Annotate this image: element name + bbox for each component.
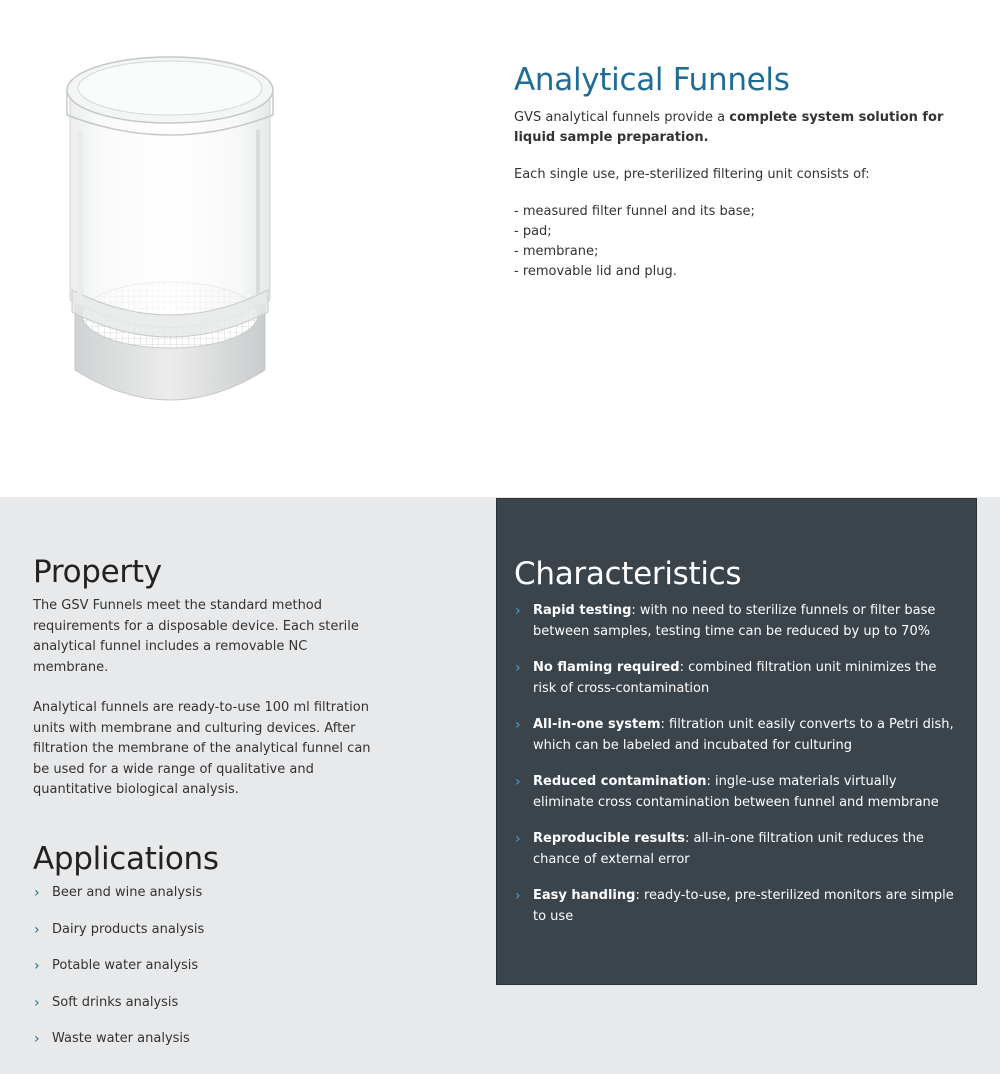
characteristic-name: Rapid testing: [533, 603, 632, 618]
component-item: - pad;: [514, 224, 552, 239]
product-header-section: [0, 0, 1000, 497]
details-section: [0, 497, 1000, 1074]
characteristic-text: : ready-to-use, pre-sterilized monitors are simple to use: [533, 888, 954, 924]
intro-description: [514, 108, 964, 148]
chevron-right-icon: ›: [34, 994, 40, 1011]
application-label: Dairy products analysis: [52, 921, 205, 937]
chevron-right-icon: ›: [515, 717, 521, 733]
characteristic-item: [514, 772, 954, 813]
application-item: [33, 956, 383, 976]
characteristic-name: Reproducible results: [533, 831, 685, 846]
characteristics-list: [514, 601, 954, 943]
characteristics-panel: [496, 498, 977, 985]
characteristic-name: Reduced contamination: [533, 774, 707, 789]
application-label: Beer and wine analysis: [52, 885, 203, 900]
analytical-funnel-image: [50, 50, 290, 415]
application-item: [33, 920, 383, 940]
applications-list: [33, 883, 383, 1049]
characteristic-text: : filtration unit easily converts to a Petri dish, which can be labeled and incubated for culturing: [533, 717, 954, 753]
characteristic-item: [514, 658, 954, 699]
page-title: Analytical Funnels: [514, 62, 790, 98]
characteristic-text: : ingle-use materials virtually eliminate cross contamination between funnel and membrane: [533, 774, 939, 810]
characteristic-name: No flaming required: [533, 660, 680, 675]
application-item: [33, 1029, 383, 1049]
characteristic-text: : combined filtration unit minimizes the risk of cross-contamination: [533, 660, 937, 696]
characteristic-item: [514, 886, 954, 927]
components-list: [514, 202, 964, 282]
intro-description-emphasis: complete system solution for liquid sample preparation.: [514, 110, 944, 145]
property-paragraph: The GSV Funnels meet the standard method requirements for a disposable device. Each sterile analytical funnel includes a removable NC membrane.: [33, 598, 359, 675]
characteristic-item: [514, 829, 954, 870]
component-item: - removable lid and plug.: [514, 264, 677, 279]
characteristic-item: [514, 715, 954, 756]
chevron-right-icon: ›: [34, 1031, 40, 1047]
chevron-right-icon: ›: [34, 885, 40, 901]
chevron-right-icon: ›: [515, 831, 521, 847]
applications-block: [33, 841, 383, 1066]
chevron-right-icon: ›: [34, 958, 40, 974]
intro-block: [514, 62, 964, 282]
application-item: [33, 883, 383, 903]
property-title: Property: [33, 554, 162, 590]
property-block: [33, 554, 383, 821]
application-item: [33, 993, 383, 1013]
chevron-right-icon: ›: [515, 603, 521, 619]
applications-title: Applications: [33, 841, 219, 877]
characteristic-name: All-in-one system: [533, 717, 661, 732]
characteristic-name: Easy handling: [533, 888, 636, 903]
application-label: Soft drinks analysis: [52, 994, 179, 1010]
characteristics-title: Characteristics: [514, 556, 742, 592]
component-item: - measured filter funnel and its base;: [514, 204, 755, 219]
characteristic-item: [514, 601, 954, 642]
chevron-right-icon: ›: [34, 921, 40, 938]
application-label: Waste water analysis: [52, 1031, 190, 1046]
chevron-right-icon: ›: [515, 660, 521, 676]
property-paragraph: Analytical funnels are ready-to-use 100 ml filtration units with membrane and culturing devices. After filtration the membrane of the analytical funnel can be used for a wide range of qualitative and quantitative biological analysis.: [33, 700, 371, 797]
characteristic-text: : all-in-one filtration unit reduces the chance of external error: [533, 831, 924, 867]
application-label: Potable water analysis: [52, 958, 199, 973]
component-item: - membrane;: [514, 244, 599, 259]
characteristic-text: : with no need to sterilize funnels or filter base between samples, testing time can be reduced by up to 70%: [533, 603, 936, 639]
chevron-right-icon: ›: [515, 774, 521, 790]
chevron-right-icon: ›: [515, 888, 521, 904]
intro-description-text: GVS analytical funnels provide a: [514, 110, 730, 125]
components-subtitle: Each single use, pre-sterilized filtering unit consists of:: [514, 167, 870, 182]
